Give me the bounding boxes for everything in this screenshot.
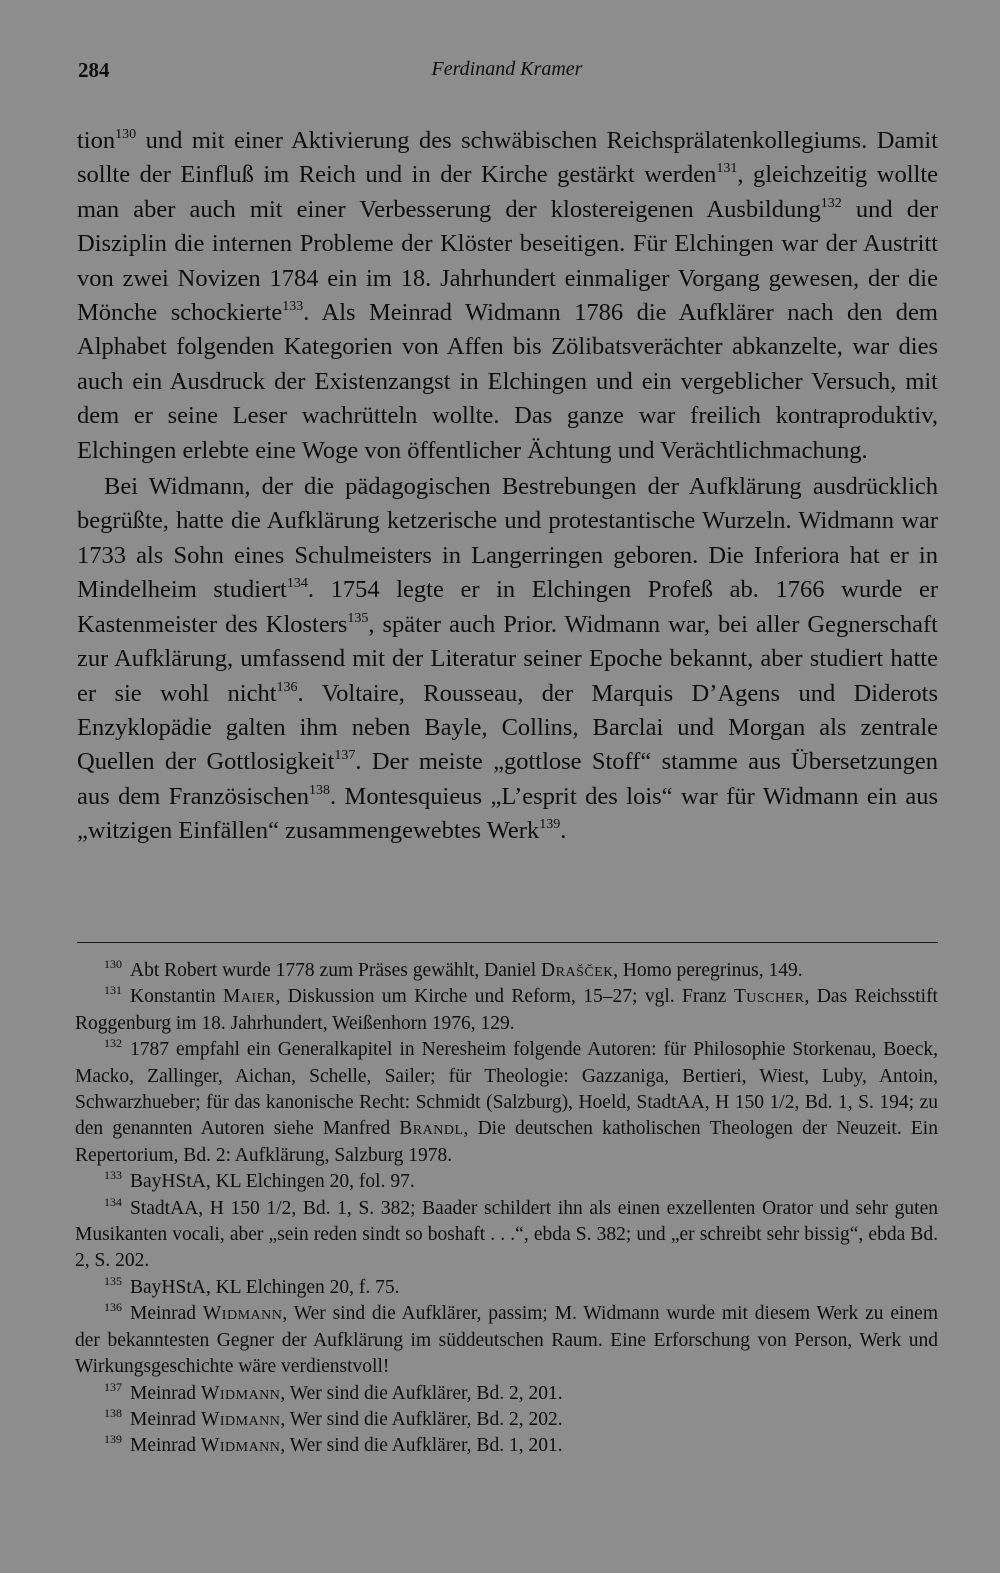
text-run: Bei Widmann, der die pädagogischen Bestrebungen der Aufklärung ausdrücklich begrüßte, hatte die Aufklärung ketzerische und protestantische Wurzeln. Widmann war 1733 als Sohn eines Schulmeisters in Langerringen geboren. Die Inferiora hat er in Mindelheim studiert — [77, 473, 938, 604]
footnote — [75, 1196, 938, 1275]
text-run: . Der meiste „gottlose Stoff“ stamme aus Übersetzungen aus dem Französischen — [77, 748, 938, 810]
footnote-text: , Wer sind die Aufklärer, Bd. 2, 202. — [280, 1408, 563, 1430]
footnote-text: , Diskussion um Kirche und Reform, 15–27; vgl. Franz — [275, 986, 734, 1008]
text-run: , später auch Prior. Widmann war, bei aller Gegnerschaft zur Aufklärung, umfassend mit der Literatur seiner Epoche bekannt, aber studiert hatte er sie wohl nicht — [77, 610, 938, 707]
footnote-text: , Homo peregrinus, 149. — [613, 960, 803, 981]
footnote — [75, 1433, 938, 1459]
author-name: Widmann — [200, 1408, 281, 1430]
text-run: . Montesquieus „L’esprit des lois“ war für Widmann ein aus „witzigen Einfällen“ zusammengewebtes Werk — [77, 782, 938, 845]
footnote-text: Abt Robert wurde 1778 zum Präses gewählt, Daniel — [130, 960, 542, 981]
footnote-text: BayHStA, KL Elchingen 20, fol. 97. — [130, 1171, 415, 1193]
footnote-number: 133 — [104, 1168, 122, 1183]
text-run: tion — [77, 127, 116, 154]
author-name: Widmann — [200, 1382, 281, 1404]
main-text — [77, 124, 938, 849]
footnote-number: 139 — [104, 1432, 122, 1447]
footnote-number: 137 — [104, 1379, 122, 1394]
footnote-number: 136 — [104, 1300, 122, 1315]
footnote — [75, 1037, 938, 1169]
footnote-text: StadtAA, H 150 1/2, Bd. 1, S. 382; Baader schildert ihn als einen exzellenten Orator und sehr guten Musikanten vocali, aber „sein reden sindt so boshaft . . .“, ebda S. 382; und „er schreibt sehr bissig“, ebda Bd. 2, S. 202. — [75, 1197, 938, 1272]
author-name: Widmann — [202, 1303, 283, 1325]
footnote-ref[interactable]: 137 — [334, 748, 356, 764]
author-name: Maier — [223, 986, 276, 1008]
footnote-text: Meinrad — [130, 1382, 201, 1404]
footnote-ref[interactable]: 133 — [282, 299, 304, 315]
text-run: . 1754 legte er in Elchingen Profeß ab. 1766 wurde er Kastenmeister des Klosters — [77, 576, 939, 638]
footnote-text: Konstantin — [130, 986, 223, 1008]
footnotes — [75, 958, 938, 1460]
footnote-ref[interactable]: 130 — [115, 127, 137, 142]
footnote — [75, 1301, 938, 1380]
text-run: , gleichzeitig wollte man aber auch mit einer Verbesserung der klostereigenen Ausbildung — [77, 161, 939, 223]
footnote-number: 131 — [104, 983, 122, 998]
footnote-number: 130 — [104, 957, 122, 971]
text-run: . Als Meinrad Widmann 1786 die Aufklärer nach den dem Alphabet folgenden Kategorien von Affen bis Zölibatsverächter abkanzelte, war dies auch ein Ausdruck der Existenzangst in Elchingen und ein vergeblicher Versuch, mit dem er seine Leser wachrütteln wollte. Das ganze war freilich kontraproduktiv, Elchingen erlebte eine Woge von öffentlicher Ächtung und Verächtlichmachung. — [77, 299, 938, 464]
page-number: 284 — [78, 58, 110, 82]
footnote-ref[interactable]: 136 — [276, 679, 298, 695]
footnote-ref[interactable]: 135 — [347, 610, 369, 626]
footnote — [75, 1407, 938, 1433]
text-run: und mit einer Aktivierung des schwäbischen Reichsprälatenkollegiums. Damit sollte der Einfluß im Reich und in der Kirche gestärkt werden — [77, 127, 938, 189]
footnote-separator — [77, 942, 938, 943]
footnote-text: Meinrad — [130, 1303, 203, 1325]
page-header — [78, 58, 936, 90]
author-name: Brandl — [399, 1118, 464, 1140]
footnote-text: , Wer sind die Aufklärer, Bd. 1, 201. — [280, 1435, 563, 1457]
text-run: . — [560, 817, 567, 845]
footnote-ref[interactable]: 139 — [539, 817, 561, 833]
footnote-ref[interactable]: 134 — [286, 576, 308, 592]
footnote-text: 1787 empfahl ein Generalkapitel in Neresheim folgende Autoren: für Philosophie Storkenau, Boeck, Macko, Zallinger, Aichan, Schelle, Sailer; für Theologie: Gazzaniga, Bertieri, Wiest, Luby, Antoin, Schwarzhueber; für das kanonische Recht: Schmidt (Salzburg), Hoeld, StadtAA, H 150 1/2, Bd. 1, S. 194; zu den genannten Autoren siehe Manfred — [75, 1039, 938, 1140]
author-name: Draščeк — [541, 960, 614, 981]
running-title: Ferdinand Kramer — [431, 58, 583, 80]
footnote — [75, 1381, 938, 1407]
footnote-text: Meinrad — [130, 1408, 201, 1430]
footnote-text: Meinrad — [130, 1435, 201, 1457]
footnote-text: , Die deutschen katholischen Theologen der Neuzeit. Ein Repertorium, Bd. 2: Aufklärung, Salzburg 1978. — [75, 1118, 938, 1166]
paragraph-2 — [77, 470, 938, 848]
footnote — [75, 1169, 938, 1195]
author-name: Tuscher — [733, 986, 805, 1008]
footnote — [75, 984, 938, 1037]
footnote-number: 135 — [104, 1273, 122, 1288]
author-name: Widmann — [200, 1435, 281, 1457]
footnote-text: , Das Reichsstift Roggenburg im 18. Jahrhundert, Weißenhorn 1976, 129. — [75, 986, 938, 1034]
footnote-text: , Wer sind die Aufklärer, passim; M. Widmann wurde mit diesem Werk zu einem der bekanntesten Gegner der Aufklärung im süddeutschen Raum. Eine Erforschung von Person, Werk und Wirkungsgeschichte wäre verdienstvoll! — [75, 1303, 938, 1378]
footnote-text: , Wer sind die Aufklärer, Bd. 2, 201. — [280, 1382, 563, 1404]
text-run: . Voltaire, Rousseau, der Marquis D’Agens und Diderots Enzyklopädie galten ihm neben Bayle, Collins, Barclai und Morgan als zentrale Quellen der Gottlosigkeit — [77, 679, 938, 776]
paragraph-1 — [77, 124, 938, 468]
text-run: und der Disziplin die internen Probleme der Klöster beseitigen. Für Elchingen war der Austritt von zwei Novizen 1784 ein im 18. Jahrhundert einmaliger Vorgang gewesen, der die Mönche schockierte — [77, 195, 938, 327]
footnote-number: 134 — [104, 1194, 122, 1209]
footnote — [75, 1275, 938, 1301]
footnote-text: BayHStA, KL Elchingen 20, f. 75. — [130, 1276, 400, 1298]
footnote-number: 132 — [104, 1036, 122, 1051]
footnote — [75, 958, 938, 984]
footnote-ref[interactable]: 132 — [820, 195, 842, 211]
footnote-ref[interactable]: 138 — [308, 782, 330, 798]
footnote-ref[interactable]: 131 — [716, 161, 738, 177]
footnote-number: 138 — [104, 1405, 122, 1420]
